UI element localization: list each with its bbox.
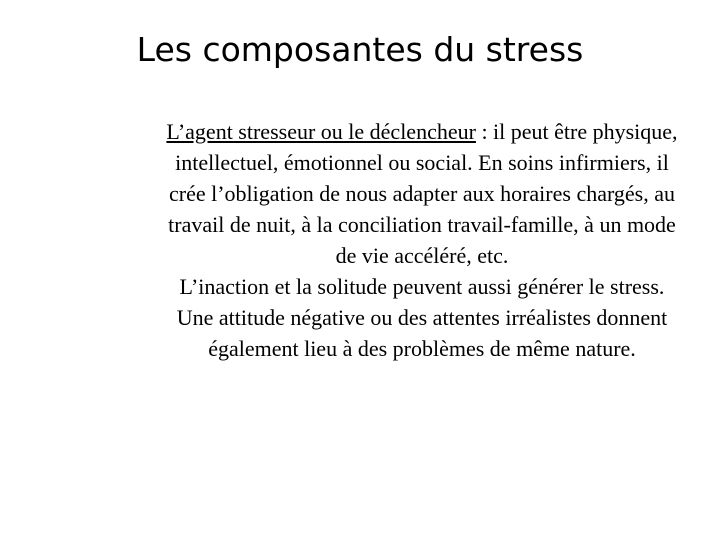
stressor-term: L’agent stresseur ou le déclencheur — [166, 119, 476, 144]
slide-body — [160, 116, 684, 364]
stressor-description: : il peut être physique, intellectuel, émotionnel ou social. En soins infirmiers, il crée l’obligation de nous adapter aux horaires chargés, au travail de nuit, à la conciliation travail-famille, à un mode de vie accéléré, etc. — [168, 119, 678, 268]
paragraph-stressor — [160, 116, 684, 271]
paragraph-inaction: L’inaction et la solitude peuvent aussi générer le stress. Une attitude négative ou des attentes irréalistes donnent également lieu à des problèmes de même nature. — [176, 274, 668, 361]
slide-title: Les composantes du stress — [136, 30, 584, 69]
